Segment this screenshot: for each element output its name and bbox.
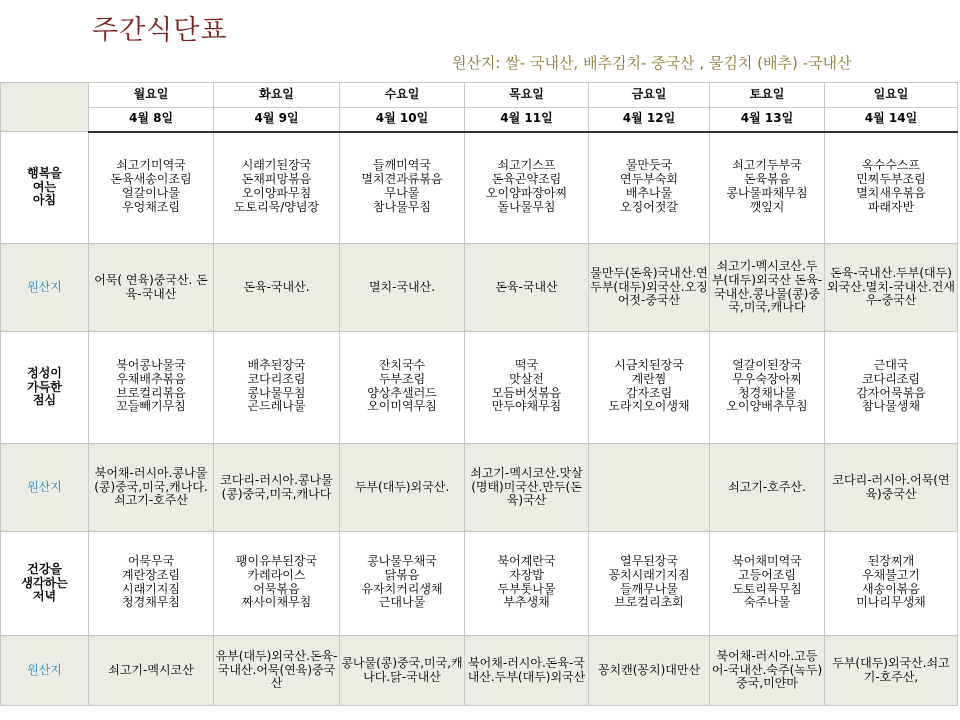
origin-cell: 돈육-국내산. xyxy=(214,244,340,332)
menu-item: 무나물 xyxy=(384,185,420,200)
menu-cell xyxy=(89,332,214,444)
date-header: 4월 13일 xyxy=(710,108,825,132)
menu-item: 근대나물 xyxy=(378,595,426,610)
origin-cell: 어묵( 연육)중국산. 돈육-국내산 xyxy=(89,244,214,332)
origin-cell: 코다리-러시아.콩나물(콩)중국,미국,캐나다 xyxy=(214,444,340,532)
menu-item: 들깨무나물 xyxy=(620,581,678,596)
menu-item: 시래기지짐 xyxy=(122,581,180,596)
menu-item: 오징어젓갈 xyxy=(620,199,678,214)
origin-cell: 북어채-러시아.콩나물(콩)중국,미국,캐나다.쇠고기-호주산 xyxy=(89,444,214,532)
menu-item: 숙주나물 xyxy=(743,595,791,610)
origin-cell: 콩나물(콩)중국,미국,캐나다.닭-국내산 xyxy=(340,636,465,706)
meal-label-line: 건강을 xyxy=(27,561,62,576)
origin-cell: 돈육-국내산 xyxy=(465,244,589,332)
menu-item: 오이양파장아찌 xyxy=(485,185,568,200)
date-header: 4월 11일 xyxy=(465,108,589,132)
date-header: 4월 9일 xyxy=(214,108,340,132)
menu-item-list xyxy=(466,153,587,222)
menu-item: 돈육곤약조림 xyxy=(491,171,562,186)
menu-item-list xyxy=(341,549,463,618)
menu-item-list xyxy=(341,353,463,422)
menu-item-list xyxy=(826,153,956,222)
menu-cell xyxy=(710,332,825,444)
origin-cell: 두부(대두)외국산. xyxy=(340,444,465,532)
menu-item-list xyxy=(466,353,587,422)
menu-cell xyxy=(214,532,340,636)
menu-item: 맛살전 xyxy=(509,371,544,386)
menu-item: 청경채무침 xyxy=(122,595,180,610)
origin-cell: 쇠고기-호주산. xyxy=(710,444,825,532)
origin-row-breakfast xyxy=(1,244,958,332)
day-header: 금요일 xyxy=(589,83,710,108)
meal-row-lunch xyxy=(1,332,958,444)
menu-item: 새송이볶음 xyxy=(862,581,920,596)
menu-item: 참나물무침 xyxy=(373,199,431,214)
menu-item: 닭볶음 xyxy=(384,567,420,582)
menu-item: 잔치국수 xyxy=(378,357,426,372)
menu-item: 민찌두부조림 xyxy=(856,171,926,186)
menu-item: 꼬들빼기무침 xyxy=(116,399,186,414)
menu-item: 모듬버섯볶음 xyxy=(491,385,562,400)
menu-cell xyxy=(589,332,710,444)
menu-item: 브로컬리볶음 xyxy=(116,385,186,400)
origin-cell: 물만두(돈육)국내산.연두부(대두)외국산.오징어젓-중국산 xyxy=(589,244,710,332)
date-header-row xyxy=(1,108,958,132)
menu-item: 오이미역무침 xyxy=(367,399,437,414)
menu-item: 두부톳나물 xyxy=(497,581,556,596)
menu-item-list xyxy=(215,353,338,422)
menu-item: 멸치견과류볶음 xyxy=(361,171,443,186)
menu-item: 배추나물 xyxy=(625,185,673,200)
menu-item: 감자조림 xyxy=(625,385,673,400)
origin-cell: 북어채-러시아.고등어-국내산.숙주(녹두)중국,미얀마 xyxy=(710,636,825,706)
menu-item: 감자어묵볶음 xyxy=(856,385,926,400)
origin-cell: 쇠고기-멕시코산.맛살(명태)미국산.만두(돈육)국산 xyxy=(465,444,589,532)
menu-item: 쇠고기스프 xyxy=(497,158,556,173)
menu-item: 도토리묵무침 xyxy=(732,581,802,596)
menu-item: 도라지오이생채 xyxy=(608,399,690,414)
menu-item: 북어콩나물국 xyxy=(116,357,186,372)
menu-item: 곤드레나물 xyxy=(247,399,306,414)
menu-cell xyxy=(825,132,958,244)
meal-row-breakfast xyxy=(1,132,958,244)
menu-item: 도토리묵/양념장 xyxy=(233,199,320,214)
menu-item: 쇠고기미역국 xyxy=(116,158,186,173)
origin-cell: 코다리-러시아.어묵(연육)중국산 xyxy=(825,444,958,532)
menu-item-list xyxy=(590,549,708,618)
meal-label-line: 행복을 xyxy=(27,165,62,180)
menu-item: 어묵무국 xyxy=(127,553,175,568)
menu-item: 얼갈이나물 xyxy=(122,185,180,200)
day-header: 월요일 xyxy=(89,83,214,108)
origin-row-lunch xyxy=(1,444,958,532)
origin-cell: 북어채-러시아.돈육-국내산.두부(대두)외국산 xyxy=(465,636,589,706)
menu-item: 카레라이스 xyxy=(247,567,306,582)
menu-item: 콩나물무채국 xyxy=(367,553,437,568)
origin-cell xyxy=(589,444,710,532)
menu-item: 브로컬리초회 xyxy=(614,595,684,610)
menu-cell xyxy=(710,132,825,244)
day-header: 수요일 xyxy=(340,83,465,108)
menu-item-list xyxy=(90,153,212,222)
menu-item: 오이양파무침 xyxy=(241,185,312,200)
date-header: 4월 8일 xyxy=(89,108,214,132)
origin-cell: 쇠고기-멕시코산 xyxy=(89,636,214,706)
meal-label-line: 정성이 xyxy=(27,365,62,380)
corner-cell xyxy=(1,83,89,132)
menu-item: 북어계란국 xyxy=(497,553,556,568)
menu-item: 옥수수스프 xyxy=(862,158,920,173)
meal-label-line: 아침 xyxy=(32,193,57,208)
menu-item: 오이양배추무침 xyxy=(726,399,808,414)
menu-item: 계란장조림 xyxy=(122,567,180,582)
date-header: 4월 14일 xyxy=(825,108,958,132)
meal-row-dinner xyxy=(1,532,958,636)
menu-item: 돈육볶음 xyxy=(743,171,791,186)
menu-item: 자장밥 xyxy=(509,567,544,582)
meal-label-breakfast xyxy=(1,132,89,244)
menu-item-list xyxy=(826,549,956,618)
menu-item: 고등어조림 xyxy=(738,567,796,582)
menu-cell xyxy=(465,532,589,636)
day-header: 일요일 xyxy=(825,83,958,108)
menu-item: 들깨미역국 xyxy=(373,158,431,173)
menu-item-list xyxy=(711,549,823,618)
menu-item: 떡국 xyxy=(514,357,539,372)
date-header: 4월 10일 xyxy=(340,108,465,132)
menu-item: 유자치커리생채 xyxy=(361,581,443,596)
origin-cell: 유부(대두)외국산.돈육-국내산.어묵(연육)중국산 xyxy=(214,636,340,706)
menu-item: 만두야채무침 xyxy=(491,399,562,414)
menu-cell xyxy=(214,132,340,244)
menu-item: 무우숙장아찌 xyxy=(732,371,802,386)
menu-item: 미나리무생채 xyxy=(856,595,926,610)
menu-item: 시금치된장국 xyxy=(614,357,684,372)
menu-item-list xyxy=(215,549,338,618)
menu-cell xyxy=(214,332,340,444)
menu-cell xyxy=(340,332,465,444)
origin-cell: 돈육-국내산.두부(대두)외국산.멸치-국내산.건새우-중국산 xyxy=(825,244,958,332)
menu-item-list xyxy=(90,549,212,618)
origin-cell: 멸치-국내산. xyxy=(340,244,465,332)
menu-cell xyxy=(340,532,465,636)
menu-item-list xyxy=(466,549,587,618)
menu-item: 깻잎지 xyxy=(749,199,785,214)
menu-item-list xyxy=(826,353,956,422)
menu-item: 청경채나물 xyxy=(738,385,796,400)
menu-item: 콩나물무침 xyxy=(247,385,306,400)
menu-item: 돌나물무침 xyxy=(497,199,556,214)
menu-item: 돈채피망볶음 xyxy=(241,171,312,186)
menu-cell xyxy=(589,532,710,636)
menu-item: 시래기된장국 xyxy=(241,158,312,173)
page-title: 주간식단표 xyxy=(92,15,228,46)
menu-item: 꽁치시래기지짐 xyxy=(608,567,690,582)
date-header: 4월 12일 xyxy=(589,108,710,132)
menu-item: 우엉채조림 xyxy=(122,199,180,214)
menu-item-list xyxy=(215,153,338,222)
menu-item: 참나물생채 xyxy=(862,399,920,414)
menu-cell xyxy=(89,132,214,244)
menu-item-list xyxy=(590,353,708,422)
day-header-row xyxy=(1,83,958,108)
menu-item: 연두부숙회 xyxy=(620,171,678,186)
menu-cell xyxy=(710,532,825,636)
menu-item-list xyxy=(90,353,212,422)
weekly-menu-table xyxy=(0,82,958,706)
menu-cell xyxy=(825,332,958,444)
menu-item: 양상추샐러드 xyxy=(367,385,437,400)
menu-item: 얼갈이된장국 xyxy=(732,357,802,372)
meal-label-lunch xyxy=(1,332,89,444)
menu-item: 우채배추볶음 xyxy=(116,371,186,386)
menu-item: 북어채미역국 xyxy=(732,553,802,568)
origin-cell: 두부(대두)외국산.쇠고기-호주산, xyxy=(825,636,958,706)
menu-item: 멸치새우볶음 xyxy=(856,185,926,200)
meal-label-line: 가득한 xyxy=(27,379,62,394)
menu-item: 돈육새송이조림 xyxy=(110,171,192,186)
menu-cell xyxy=(465,132,589,244)
day-header: 목요일 xyxy=(465,83,589,108)
menu-item-list xyxy=(590,153,708,222)
menu-item-list xyxy=(341,153,463,222)
menu-item: 두부조림 xyxy=(378,371,426,386)
menu-item: 열무된장국 xyxy=(620,553,678,568)
menu-item: 코다리조림 xyxy=(247,371,306,386)
day-header: 화요일 xyxy=(214,83,340,108)
menu-item: 계란찜 xyxy=(631,371,667,386)
origin-cell: 쇠고기-멕시코산.두부(대두)외국산 돈육-국내산.콩나물(콩)중국,미국,캐나다 xyxy=(710,244,825,332)
menu-item: 코다리조림 xyxy=(862,371,920,386)
menu-cell xyxy=(340,132,465,244)
menu-item: 우채불고기 xyxy=(862,567,920,582)
menu-cell xyxy=(89,532,214,636)
origin-label: 원산지 xyxy=(1,444,89,532)
menu-cell xyxy=(825,532,958,636)
meal-label-line: 저녁 xyxy=(32,589,57,604)
origin-note: 원산지: 쌀- 국내산, 배추김치- 중국산 , 물김치 (배추) -국내산 xyxy=(452,54,852,72)
menu-item: 쇠고기두부국 xyxy=(732,158,802,173)
menu-item-list xyxy=(711,353,823,422)
menu-item: 파래자반 xyxy=(867,199,915,214)
menu-item: 근대국 xyxy=(873,357,909,372)
meal-label-line: 여는 xyxy=(32,179,57,194)
menu-cell xyxy=(589,132,710,244)
menu-item: 배추된장국 xyxy=(247,357,306,372)
origin-label: 원산지 xyxy=(1,244,89,332)
menu-item: 부추생채 xyxy=(503,595,550,610)
menu-item: 물만둣국 xyxy=(625,158,673,173)
menu-cell xyxy=(465,332,589,444)
menu-item: 팽이유부된장국 xyxy=(235,553,318,568)
day-header: 토요일 xyxy=(710,83,825,108)
origin-label: 원산지 xyxy=(1,636,89,706)
menu-item: 어묵볶음 xyxy=(253,581,300,596)
origin-cell: 꽁치캔(꽁치)대만산 xyxy=(589,636,710,706)
meal-label-line: 생각하는 xyxy=(21,575,68,590)
origin-row-dinner xyxy=(1,636,958,706)
menu-item: 짜사이채무침 xyxy=(241,595,312,610)
meal-label-line: 점심 xyxy=(32,393,57,408)
menu-item-list xyxy=(711,153,823,222)
menu-item: 콩나물파채무침 xyxy=(726,185,808,200)
menu-item: 된장찌개 xyxy=(867,553,915,568)
meal-label-dinner xyxy=(1,532,89,636)
